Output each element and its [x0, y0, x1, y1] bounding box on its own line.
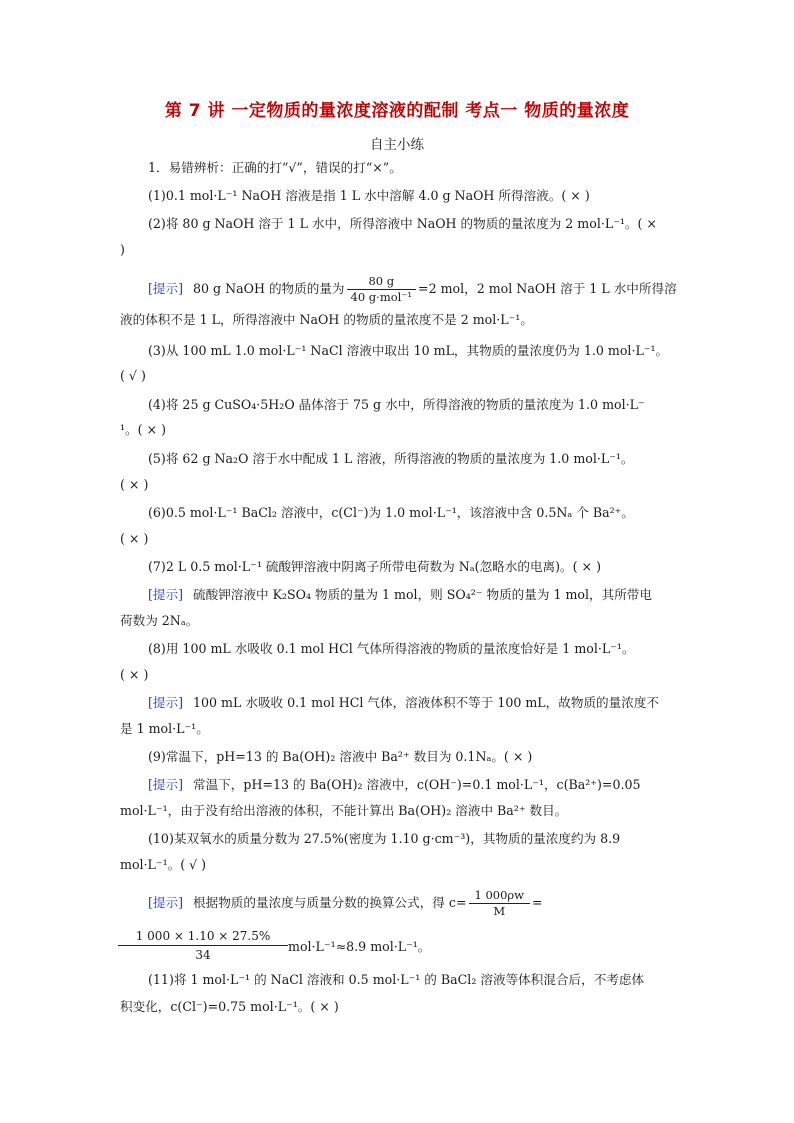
hint-9-line-2: mol·L⁻¹，由于没有给出溶液的体积，不能计算出 Ba(OH)₂ 溶液中 Ba²⁺ 数目。 — [120, 803, 568, 818]
hint-10-equals: = — [532, 895, 543, 910]
question-7: (7)2 L 0.5 mol·L⁻¹ 硫酸钾溶液中阴离子所带电荷数为 Nₐ(忽略水的电离)。( × ) — [148, 559, 602, 574]
hint-label: [提示] — [148, 587, 184, 602]
exercise-intro: 1．易错辨析：正确的打“√”，错误的打“×”。 — [148, 160, 402, 175]
hint-label: [提示] — [148, 281, 184, 296]
question-6-line-1: (6)0.5 mol·L⁻¹ BaCl₂ 溶液中，c(Cl⁻)为 1.0 mol·L⁻¹，该溶液中含 0.5Nₐ 个 Ba²⁺。 — [148, 505, 634, 520]
formula-denominator: M — [493, 904, 506, 918]
hint-8-text: 100 mL 水吸收 0.1 mol HCl 气体，溶液体积不等于 100 mL，故物质的量浓度不 — [193, 695, 660, 710]
question-2-line-2: ) — [120, 242, 125, 257]
hint-8-line-2: 是 1 mol·L⁻¹。 — [120, 721, 209, 736]
calculation-result: mol·L⁻¹≈8.9 mol·L⁻¹。 — [288, 939, 431, 954]
question-2-line-1: (2)将 80 g NaOH 溶于 1 L 水中，所得溶液中 NaOH 的物质的量浓度为 2 mol·L⁻¹。( × — [148, 216, 657, 231]
formula-fraction — [469, 888, 531, 919]
question-3-line-2: ( √ ) — [120, 368, 146, 383]
page-title: 第 7 讲 一定物质的量浓度溶液的配制 考点一 物质的量浓度 — [164, 101, 630, 121]
formula-numerator: 1 000ρw — [469, 888, 531, 904]
question-1: (1)0.1 mol·L⁻¹ NaOH 溶液是指 1 L 水中溶解 4.0 g NaOH 所得溶液。( × ) — [148, 188, 590, 203]
hint-2-post: =2 mol，2 mol NaOH 溶于 1 L 水中所得溶 — [418, 281, 677, 296]
fraction-numerator: 80 g — [347, 274, 417, 290]
hint-8-line-1 — [148, 694, 704, 712]
hint-9-text: 常温下，pH=13 的 Ba(OH)₂ 溶液中，c(OH⁻)=0.1 mol·L⁻¹，c(Ba²⁺)=0.05 — [193, 777, 641, 792]
hint-10-pre: 根据物质的量浓度与质量分数的换算公式，得 c= — [193, 895, 467, 910]
hint-2-pre: 80 g NaOH 的物质的量为 — [193, 281, 345, 296]
hint-9-line-1 — [148, 776, 704, 794]
calculation-denominator: 34 — [195, 948, 211, 962]
question-11-line-2: 积变化，c(Cl⁻)=0.75 mol·L⁻¹。( × ) — [120, 999, 339, 1014]
hint-7-line-2: 荷数为 2Nₐ。 — [120, 613, 199, 628]
hint-label: [提示] — [148, 695, 184, 710]
section-subtitle: 自主小练 — [370, 137, 424, 153]
question-5-line-1: (5)将 62 g Na₂O 溶于水中配成 1 L 溶液，所得溶液的物质的量浓度为 1.0 mol·L⁻¹。 — [148, 451, 634, 466]
question-9: (9)常温下，pH=13 的 Ba(OH)₂ 溶液中 Ba²⁺ 数目为 0.1Nₐ。( × ) — [148, 749, 533, 764]
molar-fraction — [347, 274, 417, 305]
question-5-line-2: ( × ) — [120, 477, 149, 492]
question-3-line-1: (3)从 100 mL 1.0 mol·L⁻¹ NaCl 溶液中取出 10 mL，其物质的量浓度仍为 1.0 mol·L⁻¹。 — [148, 343, 669, 358]
calculation-fraction — [118, 928, 288, 964]
hint-7-line-1 — [148, 586, 704, 604]
hint-label: [提示] — [148, 895, 184, 910]
question-11-line-1: (11)将 1 mol·L⁻¹ 的 NaCl 溶液和 0.5 mol·L⁻¹ 的 BaCl₂ 溶液等体积混合后，不考虑体 — [148, 972, 645, 987]
question-6-line-2: ( × ) — [120, 531, 149, 546]
hint-10-line-1 — [148, 888, 704, 919]
calculation-numerator: 1 000 × 1.10 × 27.5% — [118, 928, 288, 946]
hint-label: [提示] — [148, 777, 184, 792]
question-8-line-2: ( × ) — [120, 667, 149, 682]
fraction-denominator: 40 g·mol⁻¹ — [350, 290, 413, 304]
question-10-line-2: mol·L⁻¹。( √ ) — [120, 857, 207, 872]
hint-7-text: 硫酸钾溶液中 K₂SO₄ 物质的量为 1 mol，则 SO₄²⁻ 物质的量为 1 mol，其所带电 — [193, 587, 652, 602]
question-4-line-2: ¹。( × ) — [120, 422, 167, 437]
question-10-line-1: (10)某双氧水的质量分数为 27.5%(密度为 1.10 g·cm⁻³)，其物质的量浓度约为 8.9 — [148, 831, 621, 846]
question-8-line-1: (8)用 100 mL 水吸收 0.1 mol HCl 气体所得溶液的物质的量浓度恰好是 1 mol·L⁻¹。 — [148, 641, 635, 656]
question-4-line-1: (4)将 25 g CuSO₄·5H₂O 晶体溶于 75 g 水中，所得溶液的物质的量浓度为 1.0 mol·L⁻ — [148, 397, 645, 412]
hint-2-line-2: 液的体积不是 1 L，所得溶液中 NaOH 的物质的量浓度不是 2 mol·L⁻¹。 — [120, 312, 533, 327]
hint-2-line-1 — [148, 274, 704, 305]
